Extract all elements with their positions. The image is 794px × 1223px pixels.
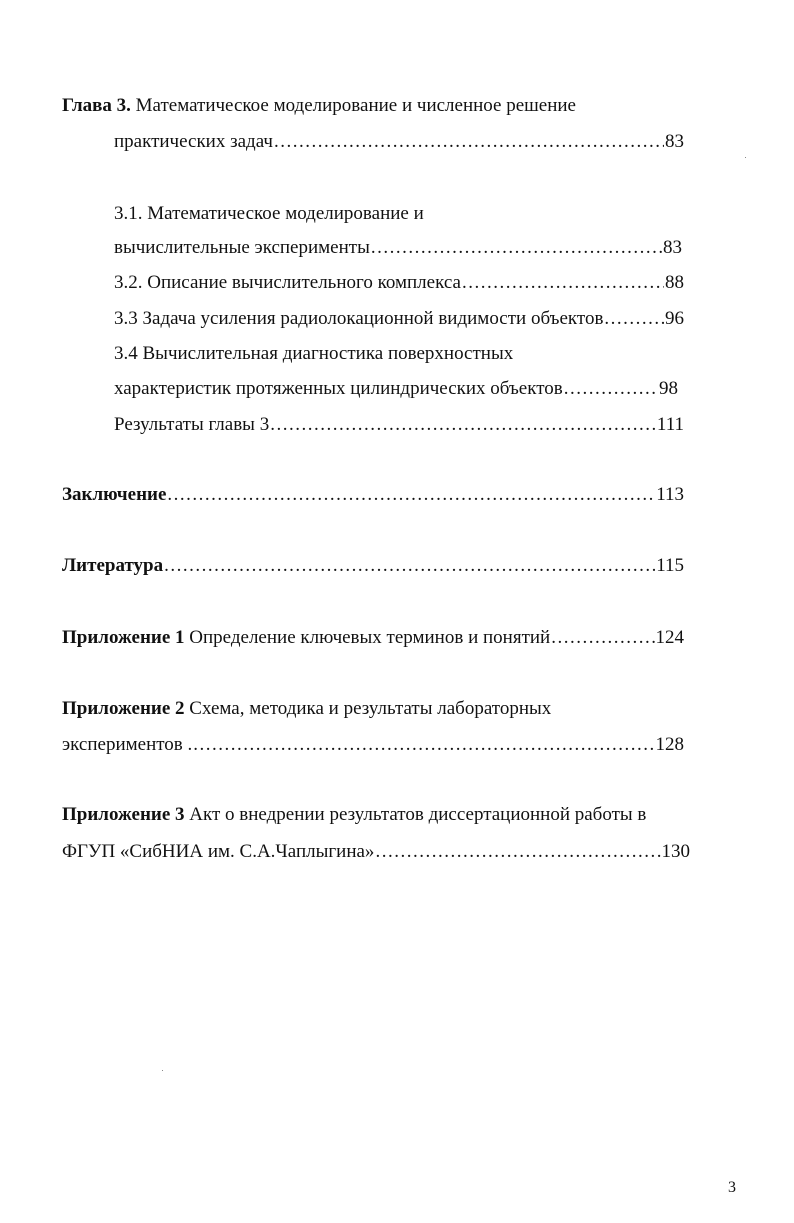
dot-leader (164, 554, 655, 578)
dot-leader (371, 236, 662, 260)
section-3-3-label: 3.3 Задача усиления радиолокационной видимости объектов (114, 308, 604, 329)
appendix1-label (62, 626, 550, 650)
chapter3-title-text: Математическое моделирование и численное решение (130, 95, 576, 116)
section-3-2-label: 3.2. Описание вычислительного комплекса (114, 272, 461, 293)
chapter3-prefix: Глава 3. (62, 95, 131, 116)
toc-entry-literature[interactable] (62, 554, 684, 578)
appendix1-title: Определение ключевых терминов и понятий (184, 627, 551, 648)
dot-leader (167, 483, 655, 507)
toc-entry-section-3-1[interactable] (114, 236, 682, 260)
section-3-2-page: 88 (665, 272, 684, 293)
toc-entry-chapter3[interactable] (114, 130, 684, 154)
scan-speck (745, 157, 746, 158)
dot-leader (462, 271, 664, 295)
conclusion-page: 113 (656, 484, 684, 505)
dot-leader (604, 307, 664, 331)
appendix2-title: Схема, методика и результаты лабораторных (184, 698, 552, 719)
dot-leader (551, 626, 654, 650)
literature-label: Литература (62, 555, 164, 576)
chapter3-title-line1 (62, 94, 576, 118)
chapter3-title-line2: практических задач (114, 131, 273, 152)
section-3-4-line1: 3.4 Вычислительная диагностика поверхностных (114, 343, 514, 364)
appendix1-prefix: Приложение 1 (62, 627, 185, 648)
appendix2-line1 (62, 697, 551, 721)
appendix3-title: Акт о внедрении результатов диссертационной работы в (184, 804, 647, 825)
toc-entry-section-3-3[interactable] (114, 307, 684, 331)
appendix3-prefix: Приложение 3 (62, 804, 185, 825)
chapter3-page: 83 (665, 131, 684, 152)
page-number: 3 (728, 1179, 736, 1196)
scan-speck (162, 1070, 163, 1071)
toc-entry-conclusion[interactable] (62, 483, 684, 507)
appendix2-prefix: Приложение 2 (62, 698, 185, 719)
dot-leader (270, 413, 656, 437)
section-3-3-page: 96 (665, 308, 684, 329)
dot-leader (375, 840, 660, 864)
dot-leader (193, 733, 654, 757)
toc-entry-chapter3-results[interactable] (114, 413, 684, 437)
appendix2-page: 128 (655, 734, 684, 755)
conclusion-label: Заключение (62, 484, 167, 505)
section-3-1-line1: 3.1. Математическое моделирование и (114, 203, 424, 224)
section-3-4-line2: характеристик протяженных цилиндрических объектов (114, 378, 563, 399)
toc-entry-appendix1[interactable] (62, 626, 684, 650)
section-3-1-line2: вычислительные эксперименты (114, 237, 370, 258)
appendix3-line1 (62, 803, 646, 827)
dot-leader (274, 130, 664, 154)
toc-entry-section-3-4[interactable] (114, 377, 678, 401)
toc-entry-appendix3[interactable] (62, 840, 690, 864)
appendix3-page: 130 (661, 841, 690, 862)
literature-page: 115 (656, 555, 684, 576)
section-3-1-page: 83 (663, 237, 682, 258)
appendix2-line2: экспериментов . (62, 734, 193, 755)
section-3-4-page: 98 (659, 378, 678, 399)
appendix3-line2: ФГУП «СибНИА им. С.А.Чаплыгина» (62, 841, 375, 862)
chapter3-results-page: 111 (656, 414, 684, 435)
dot-leader (564, 377, 658, 401)
toc-entry-appendix2[interactable] (62, 733, 684, 757)
appendix1-page: 124 (655, 627, 684, 648)
toc-entry-section-3-2[interactable] (114, 271, 684, 295)
chapter3-results-label: Результаты главы 3 (114, 414, 270, 435)
